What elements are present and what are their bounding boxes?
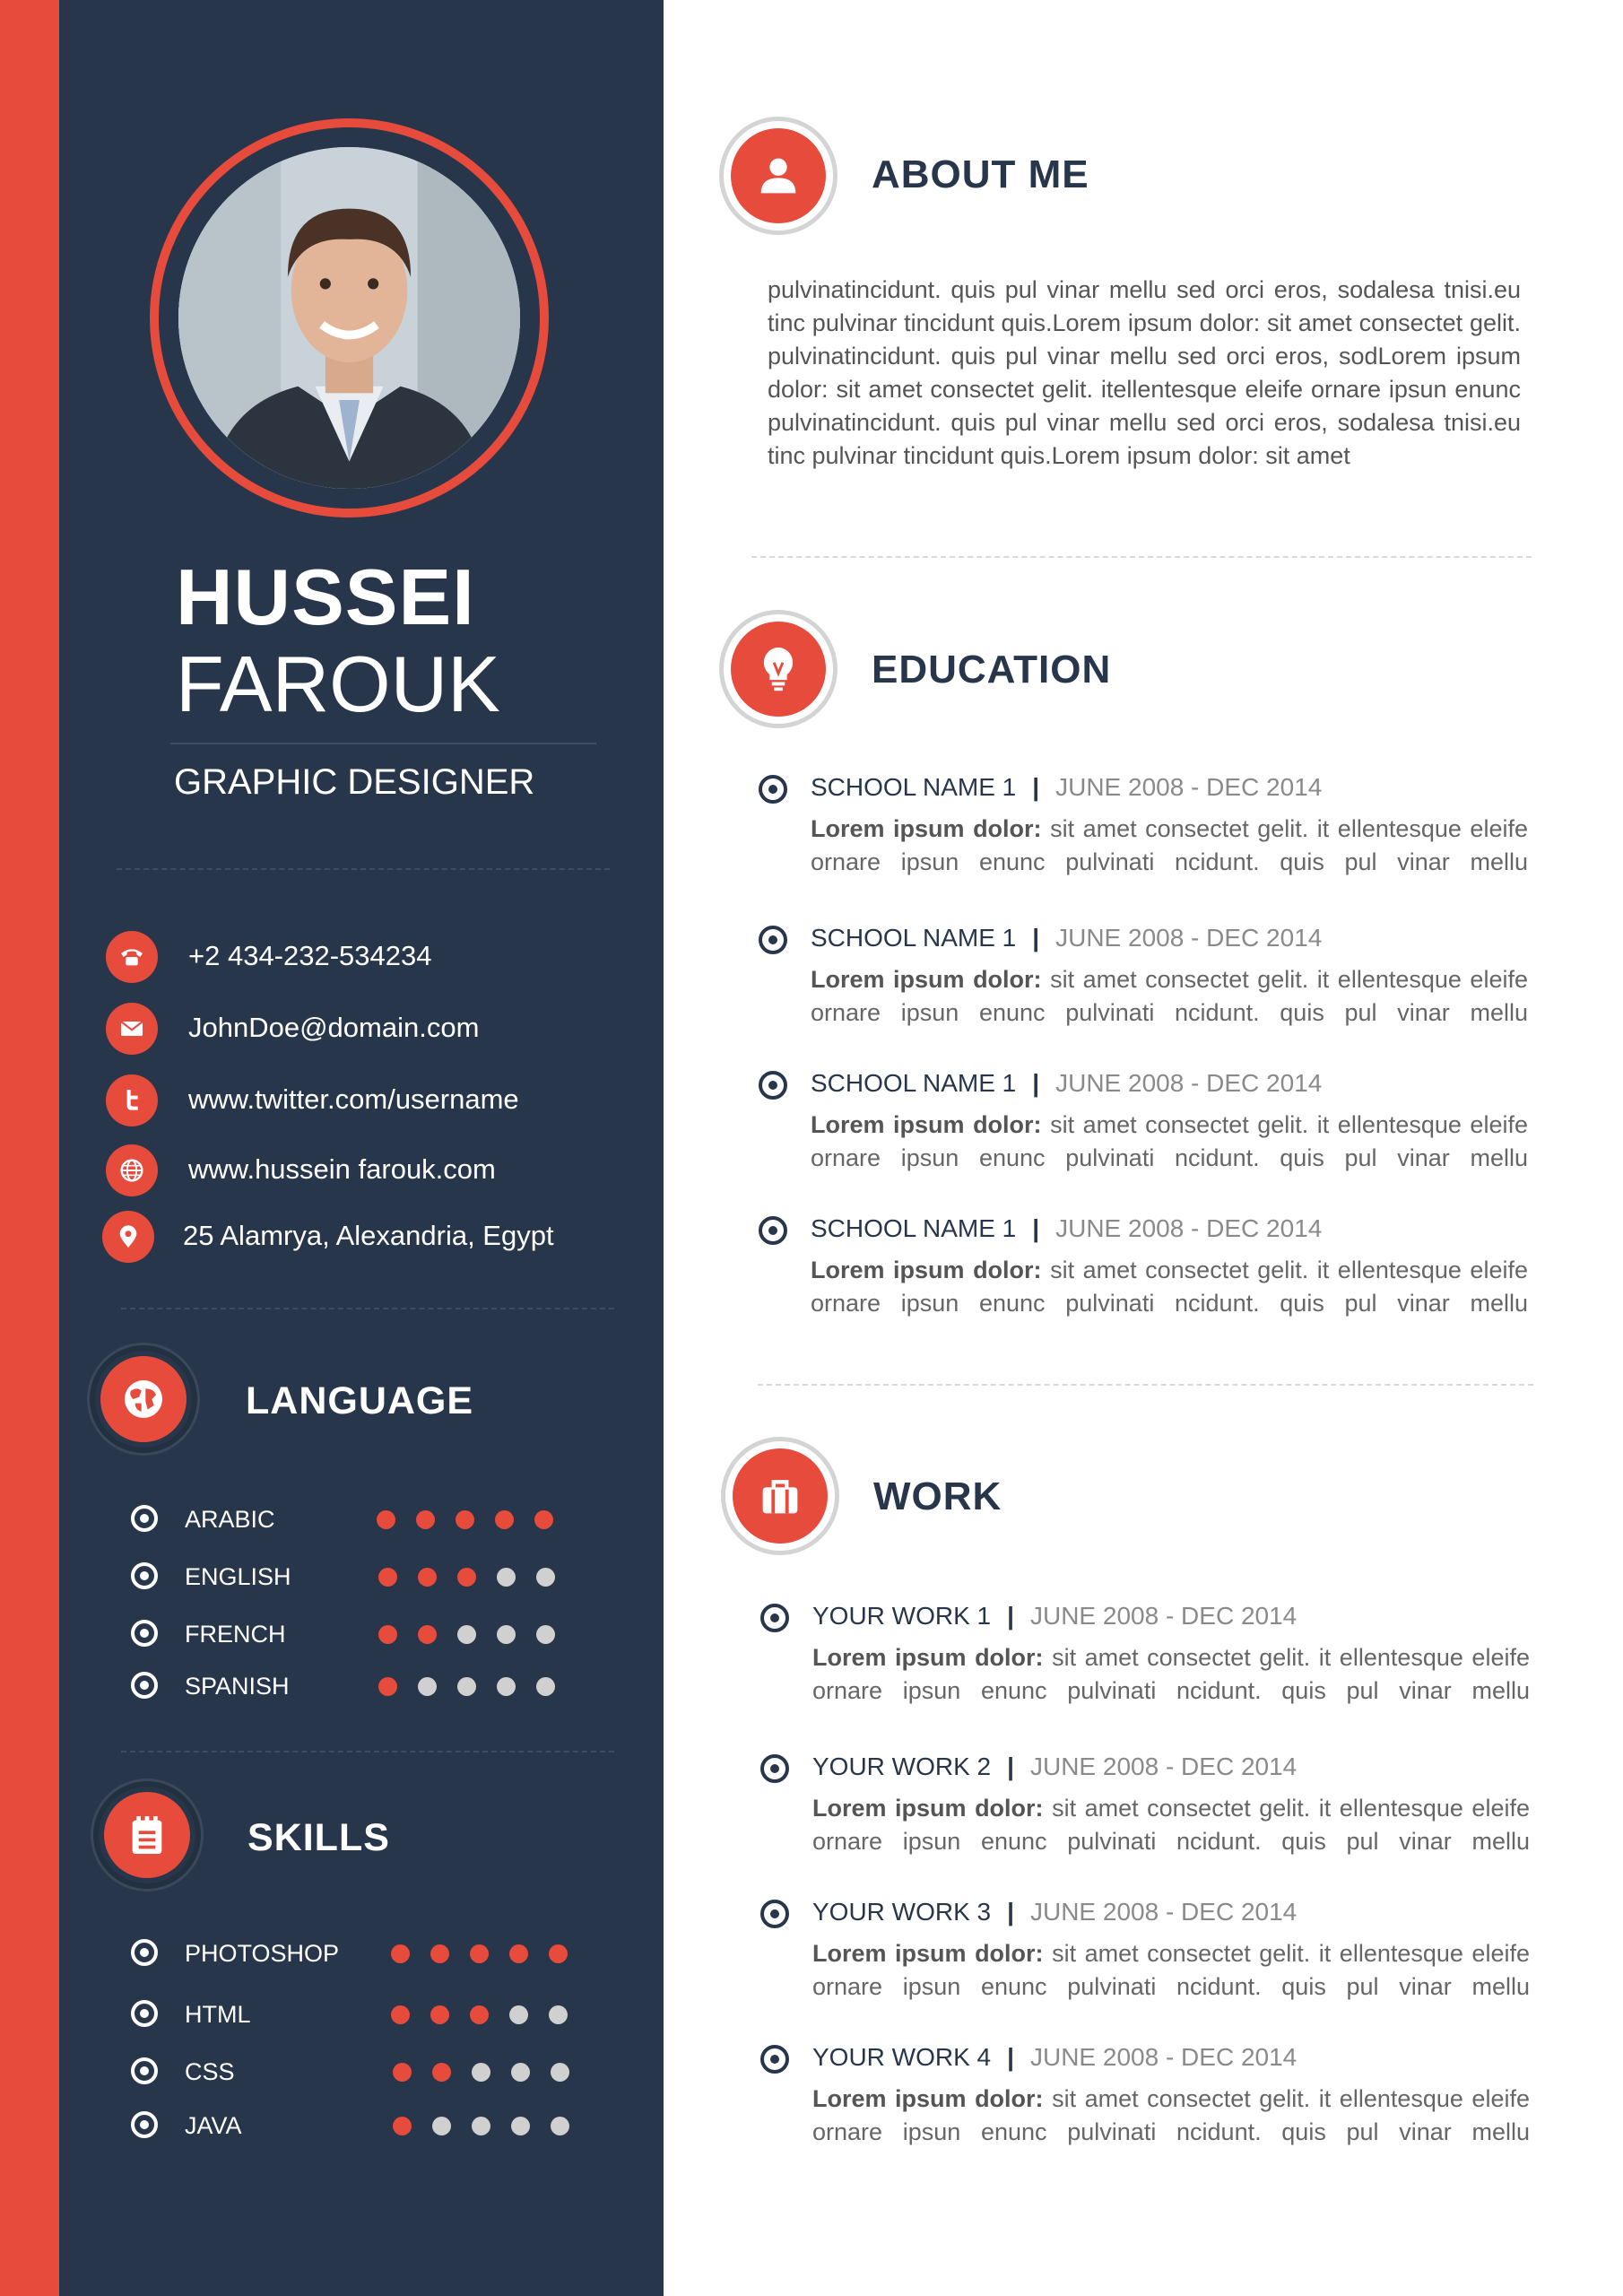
user-icon [752,150,804,202]
entry-heading [811,1069,1322,1098]
language-row [131,1501,633,1537]
entry-description [812,1792,1530,1857]
work-section-icon [721,1437,839,1555]
entry-desc-bold: Lorem ipsum dolor: [811,1257,1042,1283]
bullet-icon [131,2057,158,2084]
bullet-icon [759,1216,787,1245]
contact-website [106,1144,644,1198]
skills-title: SKILLS [247,1816,390,1859]
rating-dot-filled [549,1944,568,1963]
entry-heading [811,1214,1322,1243]
entry-desc-text: sit amet consectet gelit. it ellentesque eleife ornare ipsun enunc pulvinati ncidunt. quis pul vinar mellu [811,1111,1528,1171]
rating-dots [377,1510,574,1530]
entry-name: SCHOOL NAME 1 [811,773,1017,801]
entry-desc-bold: Lorem ipsum dolor: [812,1795,1044,1822]
bullet-icon [131,1939,158,1966]
bullet-icon [131,1620,158,1647]
rating-dot-empty [457,1677,476,1696]
entry-date: JUNE 2008 - DEC 2014 [1029,1752,1298,1780]
education-entry [759,924,1530,1031]
divider [117,868,610,870]
job-title: GRAPHIC DESIGNER [174,762,535,802]
rating-dot-filled [430,1944,449,1963]
entry-separator: | [1032,1214,1040,1242]
rating-dot-empty [497,1677,516,1696]
entry-separator: | [1007,2043,1014,2071]
bullet-icon [131,1672,158,1699]
rating-dot-filled [509,1944,528,1963]
rating-dot-filled [534,1510,553,1529]
rating-dot-filled [470,1944,489,1963]
first-name: HUSSEI [176,552,475,641]
rating-dot-filled [391,1944,410,1963]
rating-dot-filled [393,2063,412,2082]
rating-dot-filled [418,1568,437,1587]
rating-dots [378,1677,576,1697]
about-section-icon [719,117,838,235]
entry-description [812,1937,1530,2002]
rating-dot-empty [536,1677,555,1696]
contact-text[interactable]: JohnDoe@domain.com [188,1012,480,1043]
entry-date: JUNE 2008 - DEC 2014 [1029,2043,1298,2071]
skills-label: JAVA [185,2112,242,2139]
work-entry [760,1898,1532,2005]
accent-strip [0,0,59,2296]
rating-dot-empty [551,2117,569,2135]
entry-desc-text: sit amet consectet gelit. it ellentesque eleife ornare ipsun enunc pulvinati ncidunt. quis pul vinar mellu [811,966,1528,1026]
education-entry [759,773,1530,881]
phone-icon [106,931,158,983]
bullet-icon [759,1071,787,1100]
language-row [131,1668,633,1704]
rating-dot-filled [378,1568,397,1587]
clipboard-icon [122,1810,172,1860]
rating-dot-filled [416,1510,435,1529]
entry-name: YOUR WORK 4 [812,2043,992,2071]
rating-dots [378,1625,576,1645]
skills-section-icon [93,1781,201,1889]
rating-dot-empty [511,2117,530,2135]
rating-dots [393,2117,590,2136]
language-section-icon [90,1345,197,1453]
entry-date: JUNE 2008 - DEC 2014 [1055,1214,1323,1242]
skills-row [131,2108,633,2144]
entry-desc-text: sit amet consectet gelit. it ellentesque eleife ornare ipsun enunc pulvinati ncidunt. quis pul vinar mellu [811,1257,1528,1317]
entry-heading [812,1602,1297,1631]
entry-heading [811,924,1322,952]
rating-dot-filled [470,2005,489,2024]
education-section-icon [719,610,838,728]
skills-row [131,2054,633,2090]
rating-dot-filled [457,1568,476,1587]
entry-separator: | [1007,1602,1014,1630]
divider [758,1384,1533,1386]
entry-desc-bold: Lorem ipsum dolor: [811,966,1042,993]
rating-dot-empty [549,2005,568,2024]
entry-desc-bold: Lorem ipsum dolor: [811,1111,1042,1138]
entry-separator: | [1032,924,1040,952]
skills-label: CSS [185,2058,235,2085]
contact-twitter [106,1074,644,1128]
rating-dot-filled [495,1510,514,1529]
rating-dot-empty [497,1568,516,1587]
rating-dot-empty [536,1625,555,1644]
bullet-icon [759,775,787,804]
bullet-icon [760,1900,789,1928]
entry-desc-text: sit amet consectet gelit. it ellentesque eleife ornare ipsun enunc pulvinati ncidunt. quis pul vinar mellu [812,1644,1530,1704]
rating-dot-filled [378,1625,397,1644]
language-title: LANGUAGE [246,1379,474,1422]
rating-dots [393,2063,590,2083]
rating-dots [391,1944,588,1964]
work-entry [760,1602,1532,1709]
work-title: WORK [873,1474,1002,1518]
language-row [131,1616,633,1652]
divider [121,1308,614,1309]
entry-heading [812,2043,1297,2072]
contact-text: 25 Alamrya, Alexandria, Egypt [183,1220,554,1251]
entry-date: JUNE 2008 - DEC 2014 [1055,773,1323,801]
rating-dot-empty [551,2063,569,2082]
education-entry [759,1214,1530,1322]
entry-name: SCHOOL NAME 1 [811,1069,1017,1097]
contact-text[interactable]: www.twitter.com/username [188,1083,519,1115]
rating-dot-empty [536,1568,555,1587]
entry-desc-bold: Lorem ipsum dolor: [812,1940,1044,1967]
rating-dot-filled [393,2117,412,2135]
entry-separator: | [1007,1752,1014,1780]
entry-name: SCHOOL NAME 1 [811,924,1017,952]
entry-separator: | [1032,773,1040,801]
entry-separator: | [1007,1898,1014,1926]
work-entry [760,1752,1532,1860]
skills-row [131,1996,633,2032]
about-title: ABOUT ME [872,152,1089,196]
globe-icon [106,1144,158,1196]
rating-dot-filled [430,2005,449,2024]
bullet-icon [760,1604,789,1632]
entry-desc-text: sit amet consectet gelit. it ellentesque eleife ornare ipsun enunc pulvinati ncidunt. quis pul vinar mellu [812,2085,1530,2145]
skills-label: HTML [185,2001,251,2028]
bullet-icon [131,1562,158,1589]
entry-description [811,1254,1528,1318]
contact-email [106,1003,644,1057]
contact-text: +2 434-232-534234 [188,940,432,971]
briefcase-icon [754,1470,806,1522]
entry-date: JUNE 2008 - DEC 2014 [1055,1069,1323,1097]
entry-name: SCHOOL NAME 1 [811,1214,1017,1242]
location-pin-icon [102,1211,154,1263]
rating-dot-filled [456,1510,474,1529]
rating-dot-filled [378,1677,397,1696]
entry-date: JUNE 2008 - DEC 2014 [1029,1898,1298,1926]
mail-icon [106,1003,158,1055]
rating-dot-filled [377,1510,395,1529]
bullet-icon [131,1505,158,1532]
entry-heading [811,773,1322,802]
rating-dot-empty [511,2063,530,2082]
work-entry [760,2043,1532,2151]
rating-dot-empty [497,1625,516,1644]
rating-dot-empty [457,1625,476,1644]
rating-dot-empty [472,2117,490,2135]
rating-dot-empty [509,2005,528,2024]
entry-description [811,963,1528,1028]
divider [751,556,1532,558]
language-label: ENGLISH [185,1563,291,1590]
rating-dot-filled [391,2005,410,2024]
world-map-icon [118,1374,169,1424]
lightbulb-icon [752,643,804,695]
language-label: ARABIC [185,1506,275,1533]
rating-dots [378,1568,576,1587]
skills-label: PHOTOSHOP [185,1940,340,1967]
entry-description [812,2083,1530,2147]
language-row [131,1559,633,1595]
profile-photo [178,147,520,489]
rating-dot-empty [432,2117,451,2135]
contact-address [102,1211,640,1265]
education-title: EDUCATION [872,648,1112,691]
entry-date: JUNE 2008 - DEC 2014 [1055,924,1323,952]
rating-dots [391,2005,588,2025]
entry-heading [812,1752,1297,1781]
entry-desc-text: sit amet consectet gelit. it ellentesque eleife ornare ipsun enunc pulvinati ncidunt. quis pul vinar mellu [812,1795,1530,1855]
avatar [150,118,549,517]
bullet-icon [131,2111,158,2138]
contact-text[interactable]: www.hussein farouk.com [188,1153,496,1185]
rating-dot-empty [472,2063,490,2082]
rating-dot-empty [418,1677,437,1696]
entry-name: YOUR WORK 3 [812,1898,992,1926]
entry-desc-text: sit amet consectet gelit. it ellentesque eleife ornare ipsun enunc pulvinati ncidunt. quis pul vinar mellu [811,815,1528,875]
person-photo-illustration [178,147,520,489]
entry-description [811,1109,1528,1173]
entry-desc-bold: Lorem ipsum dolor: [812,2085,1044,2112]
entry-name: YOUR WORK 2 [812,1752,992,1780]
entry-separator: | [1032,1069,1040,1097]
entry-heading [812,1898,1297,1926]
language-label: FRENCH [185,1621,286,1648]
language-label: SPANISH [185,1673,290,1700]
bullet-icon [760,1754,789,1783]
education-entry [759,1069,1530,1177]
entry-desc-bold: Lorem ipsum dolor: [811,815,1042,842]
twitter-icon [106,1074,158,1126]
bullet-icon [760,2045,789,2074]
last-name: FAROUK [176,639,500,728]
entry-name: YOUR WORK 1 [812,1602,992,1630]
about-text: pulvinatincidunt. quis pul vinar mellu sed orci eros, sodalesa tnisi.eu tinc pulvinar tincidunt quis.Lorem ipsum dolor: sit amet consectet gelit. pulvinatincidunt. quis pul vinar mellu sed orci eros, sodLorem ipsum dolor: sit amet consectet gelit. itellentesque eleife ornare ipsun enunc pulvinatincidunt. quis pul vinar mellu sed orci eros, sodalesa tnisi.eu tinc pulvinar tincidunt quis.Lorem ipsum dolor: sit amet [768,276,1521,469]
entry-description [812,1641,1530,1706]
entry-desc-bold: Lorem ipsum dolor: [812,1644,1044,1671]
entry-date: JUNE 2008 - DEC 2014 [1029,1602,1298,1630]
contact-phone [106,931,644,985]
divider [121,1751,614,1752]
rating-dot-filled [432,2063,451,2082]
bullet-icon [759,926,787,954]
skills-row [131,1935,633,1971]
bullet-icon [131,2000,158,2027]
name-divider [170,743,596,744]
entry-description [811,813,1528,877]
rating-dot-filled [418,1625,437,1644]
entry-desc-text: sit amet consectet gelit. it ellentesque eleife ornare ipsun enunc pulvinati ncidunt. quis pul vinar mellu [812,1940,1530,2000]
